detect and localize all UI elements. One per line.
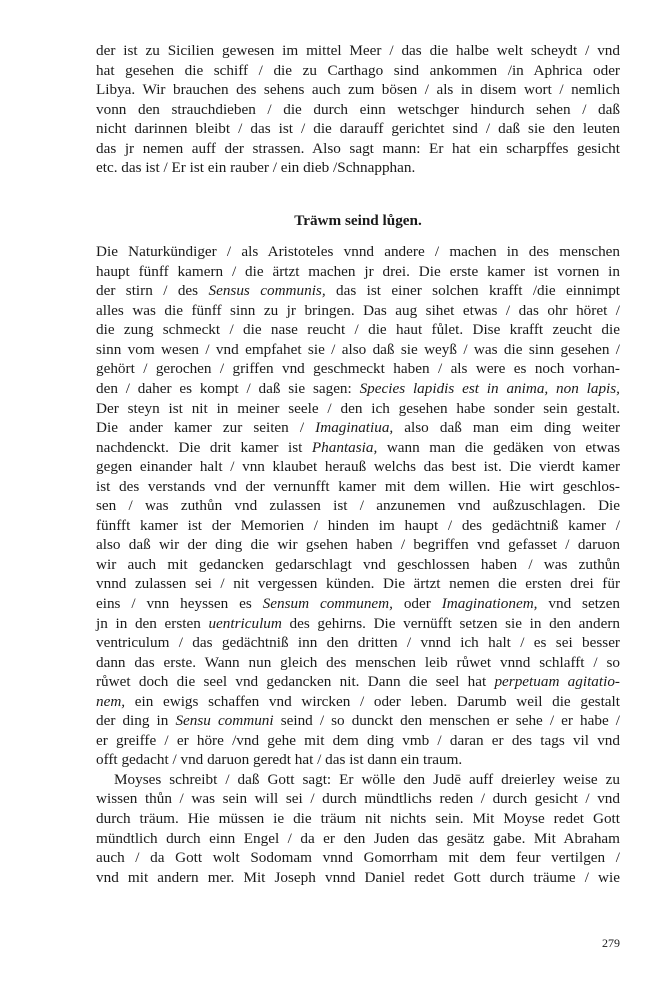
text-line: der ding in Sensu communi seind / so dunckt den menschen er sehe / er habe / xyxy=(96,712,620,729)
text-line: jn in den ersten uentriculum des gehirns. Die vernüfft setzen sie in den andern xyxy=(96,615,620,632)
text-line: vnnd zulassen sei / nit vergessen künden. Die ärtzt nemen die ersten drei für xyxy=(96,575,620,592)
section-heading: Träwm seind lůgen. xyxy=(294,212,422,229)
text-line: dann das erste. Wann nun gleich des menschen leib růwet vnnd schlafft / so xyxy=(96,654,620,671)
text-line: etc. das ist / Er ist ein rauber / ein dieb /Schnapphan. xyxy=(96,159,416,176)
text-line: ventriculum / das gedächtniß inn den dritten / vnnd ich halt / es sei besser xyxy=(96,634,620,651)
text-line: růwet doch die seel vnd gedancken nit. Dann die seel hat perpetuam agitatio- xyxy=(96,673,620,690)
text-line: Moyses schreibt / daß Gott sagt: Er wölle den Judē auff dreierley weise zu xyxy=(114,771,620,788)
text-line: fünfft kamer ist der Memorien / hinden im haupt / des gedächtniß kamer / xyxy=(96,517,620,534)
text-line: nicht darinnen bleibt / das ist / die darauff gerichtet sind / daß sie den leuten xyxy=(96,120,620,137)
text-line: Die Naturkündiger / als Aristoteles vnnd andere / machen in des menschen xyxy=(96,243,620,260)
text-line: Libya. Wir brauchen des sehens auch zum bösen / als in disem wort / nemlich xyxy=(96,81,620,98)
text-line: den / daher es kompt / daß sie sagen: Species lapidis est in anima, non lapis, xyxy=(96,380,620,397)
text-line: ist des verstands vnd der vernunfft kamer mit dem willen. Hie wirt geschlos- xyxy=(96,478,620,495)
text-line: wissen thůn / was sein will sei / durch mündtlichs reden / durch gesicht / vnd xyxy=(96,790,620,807)
text-line: vonn den strauchdieben / die durch einn wetschger hindurch sehen / daß xyxy=(96,101,620,118)
text-line: gegen einander halt / vnn klaubet herauß welchs das best ist. Die vierdt kamer xyxy=(96,458,620,475)
text-line: alles was die fünff sinn zu jr bringen. Das aug sihet etwas / das ohr höret / xyxy=(96,302,620,319)
text-line: gehört / gerochen / griffen vnd geschmeckt haben / als were es noch vorhan- xyxy=(96,360,620,377)
text-line: mündtlich durch einn Engel / da er den Juden das gesätz gabe. Mit Abraham xyxy=(96,830,620,847)
text-line: auch / da Gott wolt Sodomam vnnd Gomorrham mit dem feur vertilgen / xyxy=(96,849,620,866)
text-line: der stirn / des Sensus communis, das ist einer solchen krafft /die einnimpt xyxy=(96,282,621,299)
text-line: nachdenckt. Die drit kamer ist Phantasia, wann man die gedäken von etwas xyxy=(96,439,620,456)
text-line: haupt fünff kamern / die ärtzt machen jr drei. Die erste kamer ist vornen in xyxy=(96,263,620,280)
text-line: der ist zu Sicilien gewesen im mittel Meer / das die halbe welt scheydt / vnd xyxy=(96,42,620,59)
text-line: nem, ein ewigs schaffen vnd wircken / oder leben. Darumb weil die gestalt xyxy=(96,693,620,710)
text-line: vnd mit andern mer. Mit Joseph vnnd Daniel redet Gott durch träume / wie xyxy=(96,869,620,886)
text-line: wir auch mit gedancken gedarschlagt vnd geschlossen haben / was zuthůn xyxy=(96,556,620,573)
text-line: also daß wir der ding die wir gsehen haben / begriffen vnd gefasset / daruon xyxy=(96,536,620,553)
text-line: das jr nemen auff der strassen. Also sagt mann: Er hat ein scharpffes gesicht xyxy=(96,140,620,157)
page-number: 279 xyxy=(602,936,620,950)
text-line: er greiffe / er höre /vnd gehe mit dem ding vmb / daran er des tags vil vnd xyxy=(96,732,620,749)
text-line: Die ander kamer zur seiten / Imaginatiua, also daß man eim ding weiter xyxy=(96,419,621,436)
text-line: sen / was zuthůn vnd zulassen ist / anzunemen vnd außzuschlagen. Die xyxy=(96,497,620,514)
text-line: hat gesehen die schiff / die zu Carthago sind ankommen /in Aphrica oder xyxy=(96,62,620,79)
text-line: Der steyn ist nit in meiner seele / den ich gesehen habe sonder sein gestalt. xyxy=(96,400,620,417)
text-line: sinn vom wesen / vnd empfahet sie / also daß sie weyß / was die sinn gesehen / xyxy=(96,341,620,358)
text-line: eins / vnn heyssen es Sensum communem, oder Imaginationem, vnd setzen xyxy=(96,595,620,612)
text-line: durch träum. Hie müssen ie die träum nit nichts sein. Mit Moyse redet Gott xyxy=(96,810,620,827)
text-line: die zung schmeckt / die nase reucht / die haut fůlet. Dise krafft zeucht die xyxy=(96,321,620,338)
text-line: offt gedacht / vnd daruon geredt hat / das ist dann ein traum. xyxy=(96,751,463,768)
